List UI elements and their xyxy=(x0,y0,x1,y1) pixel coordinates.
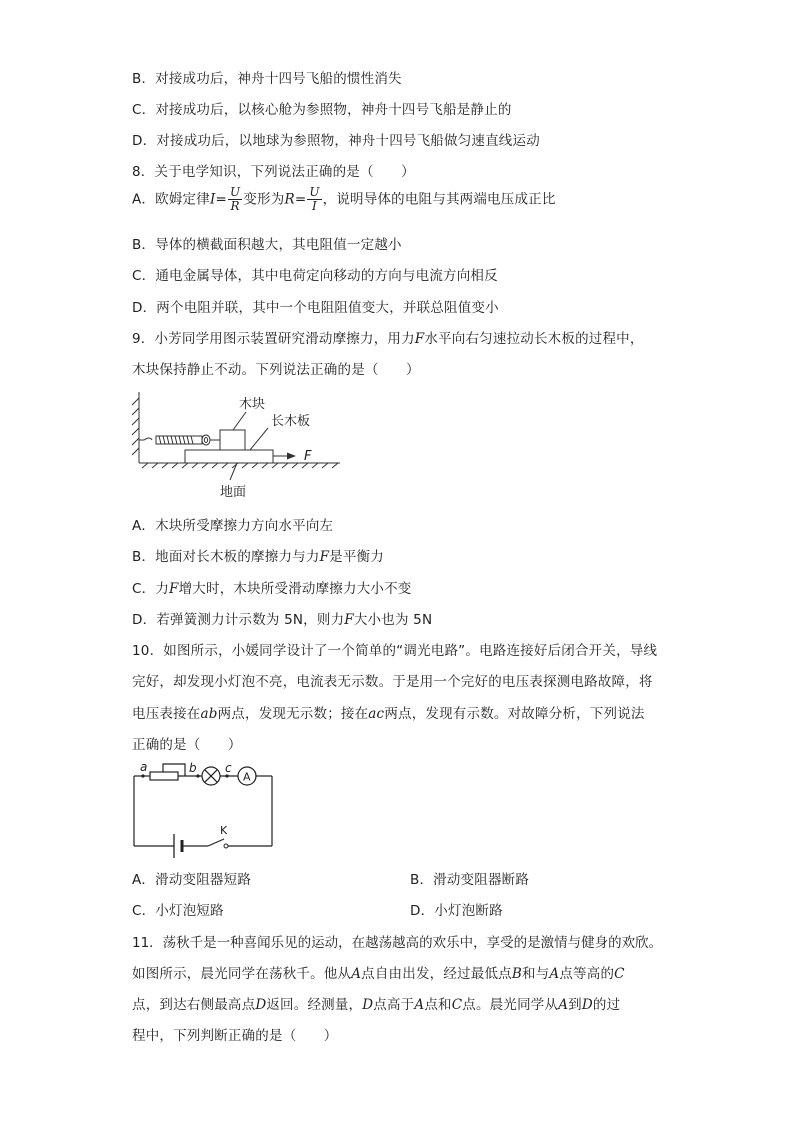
q10-stem-3a: 电压表接在 xyxy=(132,706,201,722)
q9-label-board: 长木板 xyxy=(271,414,311,429)
q8-a-equals-2: = xyxy=(294,191,307,208)
q8-option-a xyxy=(132,186,556,213)
q10-points-ab: ab xyxy=(200,706,218,722)
q9-b-a: B．地面对长木板的摩擦力与力 xyxy=(132,549,320,565)
q8-a-denominator-i: I xyxy=(312,199,317,213)
q9-b-b: 是平衡力 xyxy=(329,549,384,565)
q10-ammeter-label: A xyxy=(243,770,251,784)
q11-l2-a: 如图所示，晨光同学在荡秋千。他从 xyxy=(132,966,352,982)
q11-point-a-4: A xyxy=(558,997,569,1013)
q11-l2-c: 和与 xyxy=(521,966,550,982)
q10-switch-blade xyxy=(208,839,224,846)
q10-stem-3b: 两点，发现无示数；接在 xyxy=(217,706,369,722)
q10-label-a: a xyxy=(140,760,148,774)
q8-a-denominator-r: R xyxy=(230,199,240,213)
q9-d-b: 大小也为 5N xyxy=(353,612,433,628)
q9-d-a: D．若弹簧测力计示数为 5N，则力 xyxy=(132,612,345,628)
q11-point-d: D xyxy=(255,997,267,1013)
q10-switch-contact xyxy=(224,844,228,848)
q9-friction-figure xyxy=(128,388,348,506)
q9-ground-leader xyxy=(230,463,237,480)
q11-point-d-3: D xyxy=(581,997,593,1013)
q8-a-numerator-u-2: U xyxy=(309,185,320,199)
q8-a-fraction-u-over-r xyxy=(228,186,242,213)
q9-wall xyxy=(132,392,139,463)
q10-circuit-figure xyxy=(128,760,280,860)
q9-d-force-symbol: F xyxy=(344,612,354,628)
q11-point-c-2: C xyxy=(451,997,463,1013)
q11-point-c: C xyxy=(614,966,625,982)
q9-force-symbol: F xyxy=(414,331,425,347)
q11-point-a-3: A xyxy=(414,997,425,1013)
q9-option-c xyxy=(132,577,412,597)
q11-l3-a: 点，到达右侧最高点 xyxy=(132,997,256,1013)
q8-a-middle: 变形为 xyxy=(243,191,285,208)
q11-stem-line-1: 11．荡秋千是一种喜闻乐见的运动，在越荡越高的欢乐中，享受的是激情与健身的欢欣。 xyxy=(132,935,663,951)
q11-l3-g: 的过 xyxy=(592,997,621,1013)
q11-stem-line-3 xyxy=(132,993,620,1013)
q11-point-d-2: D xyxy=(362,997,374,1013)
q10-point-b-dot xyxy=(196,774,199,777)
q11-l3-e: 点。晨光同学从 xyxy=(462,997,559,1013)
q8-option-c: C．通电金属导体，其中电荷定向移动的方向与电流方向相反 xyxy=(132,268,498,284)
q9-stem-line-2: 木块保持静止不动。下列说法正确的是（ ） xyxy=(132,362,420,378)
q11-l3-b: 返回。经测量， xyxy=(266,997,363,1013)
q11-stem-line-2 xyxy=(132,962,625,982)
q9-c-force-symbol: F xyxy=(169,581,179,597)
q11-l2-d: 点等高的 xyxy=(559,966,615,982)
q10-rheostat xyxy=(150,772,178,780)
q10-option-b: B．滑动变阻器断路 xyxy=(410,872,530,888)
q10-point-a-dot xyxy=(141,774,144,777)
q9-board-leader xyxy=(250,428,268,450)
q9-c-a: C．力 xyxy=(132,581,170,597)
q10-option-a: A．滑动变阻器短路 xyxy=(132,872,252,888)
q11-point-a: A xyxy=(351,966,362,982)
q9-label-force: F xyxy=(304,449,312,464)
q7-option-b: B．对接成功后，神舟十四号飞船的惯性消失 xyxy=(132,71,402,87)
q9-stem-1a: 9．小芳同学用图示装置研究滑动摩擦力，用力 xyxy=(132,331,415,347)
q9-spring-scale xyxy=(139,435,220,445)
q10-stem-line-4: 正确的是（ ） xyxy=(132,737,242,753)
q9-option-d xyxy=(132,608,432,628)
q10-label-c: c xyxy=(225,761,232,775)
q7-option-c: C．对接成功后，以核心舱为参照物，神舟十四号飞船是静止的 xyxy=(132,102,512,118)
q9-force-arrowhead xyxy=(287,453,296,460)
q10-points-ac: ac xyxy=(368,706,385,722)
q8-option-b: B．导体的横截面积越大，其电阻值一定越小 xyxy=(132,237,402,253)
q8-a-numerator-u: U xyxy=(230,185,241,199)
q8-a-resistance-symbol: R xyxy=(284,191,295,208)
q11-l3-d: 点和 xyxy=(424,997,452,1013)
q7-option-d: D．对接成功后，以地球为参照物，神舟十四号飞船做匀速直线运动 xyxy=(132,133,540,149)
q8-a-suffix: ，说明导体的电阻与其两端电压成正比 xyxy=(322,191,556,208)
q9-block-leader xyxy=(233,412,246,430)
q10-stem-line-1: 10．如图所示，小媛同学设计了一个简单的“调光电路”。电路连接好后闭合开关，导线 xyxy=(132,643,658,659)
q10-stem-3c: 两点，发现有示数。对故障分析，下列说法 xyxy=(384,706,645,722)
q11-l2-b: 点自由出发，经过最低点 xyxy=(361,966,512,982)
q9-option-b xyxy=(132,545,384,565)
q9-option-a: A．木块所受摩擦力方向水平向左 xyxy=(132,518,334,534)
q11-point-b: B xyxy=(511,966,522,982)
q9-stem-1b: 水平向右匀速拉动长木板的过程中， xyxy=(424,331,644,347)
q10-option-d: D．小灯泡断路 xyxy=(410,903,503,919)
q9-wooden-block xyxy=(220,430,245,450)
q9-label-ground: 地面 xyxy=(220,485,247,500)
q11-l3-f: 到 xyxy=(568,997,582,1013)
q11-point-a-2: A xyxy=(549,966,560,982)
q9-stem-line-1 xyxy=(132,327,644,347)
q9-c-b: 增大时，木块所受滑动摩擦力大小不变 xyxy=(178,581,412,597)
q10-label-b: b xyxy=(189,761,197,775)
q10-switch-label: K xyxy=(220,824,228,837)
q8-a-equals: = xyxy=(215,191,227,208)
q9-b-force-symbol: F xyxy=(319,549,330,565)
q10-stem-line-3 xyxy=(132,702,645,722)
q9-label-block: 木块 xyxy=(239,397,266,412)
q8-a-fraction-u-over-i xyxy=(307,186,321,213)
q8-stem: 8．关于电学知识，下列说法正确的是（ ） xyxy=(132,164,415,180)
q9-long-board xyxy=(185,450,273,463)
q8-a-current-symbol: I xyxy=(209,191,216,208)
q8-option-d: D．两个电阻并联，其中一个电阻阻值变大，并联总阻值变小 xyxy=(132,300,499,316)
q10-stem-line-2: 完好，却发现小灯泡不亮，电流表无示数。于是用一个完好的电压表探测电路故障，将 xyxy=(132,674,653,690)
q11-l3-c: 点高于 xyxy=(373,997,415,1013)
q11-stem-line-4: 程中，下列判断正确的是（ ） xyxy=(132,1028,338,1044)
q10-option-c: C．小灯泡短路 xyxy=(132,903,224,919)
q8-a-prefix: A．欧姆定律 xyxy=(132,191,210,208)
